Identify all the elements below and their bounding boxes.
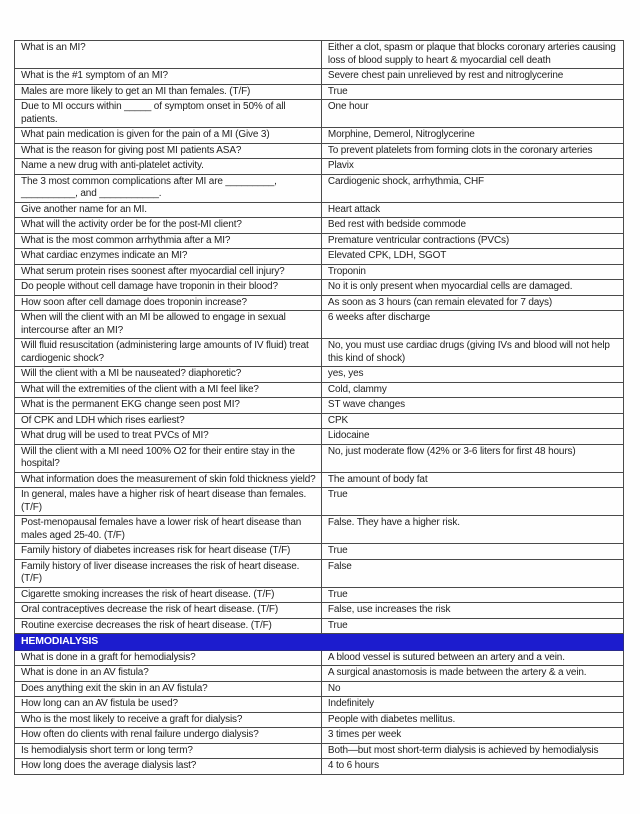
question-cell: Oral contraceptives decrease the risk of heart disease. (T/F) — [15, 603, 322, 619]
answer-cell: Morphine, Demerol, Nitroglycerine — [321, 128, 623, 144]
answer-cell: Bed rest with bedside commode — [321, 218, 623, 234]
question-cell: Post-menopausal females have a lower risk of heart disease than males aged 25-40. (T/F) — [15, 516, 322, 544]
question-cell: What is done in a graft for hemodialysis? — [15, 650, 322, 666]
answer-cell: Heart attack — [321, 202, 623, 218]
question-cell: What is the #1 symptom of an MI? — [15, 69, 322, 85]
question-cell: What serum protein rises soonest after myocardial cell injury? — [15, 264, 322, 280]
question-cell: Family history of liver disease increases the risk of heart disease. (T/F) — [15, 559, 322, 587]
answer-cell: True — [321, 488, 623, 516]
table-row — [15, 367, 624, 383]
question-cell: Of CPK and LDH which rises earliest? — [15, 413, 322, 429]
answer-cell: Premature ventricular contractions (PVCs) — [321, 233, 623, 249]
answer-cell: Both—but most short-term dialysis is achieved by hemodialysis — [321, 743, 623, 759]
table-row — [15, 128, 624, 144]
table-row — [15, 233, 624, 249]
table-row — [15, 202, 624, 218]
answer-cell: Plavix — [321, 159, 623, 175]
question-cell: What will the activity order be for the post-MI client? — [15, 218, 322, 234]
answer-cell: A blood vessel is sutured between an artery and a vein. — [321, 650, 623, 666]
answer-cell: True — [321, 618, 623, 634]
table-row — [15, 544, 624, 560]
table-row — [15, 339, 624, 367]
question-cell: What drug will be used to treat PVCs of MI? — [15, 429, 322, 445]
answer-cell: False, use increases the risk — [321, 603, 623, 619]
answer-cell: yes, yes — [321, 367, 623, 383]
question-cell: How long can an AV fistula be used? — [15, 697, 322, 713]
question-cell: How long does the average dialysis last? — [15, 759, 322, 775]
answer-cell: People with diabetes mellitus. — [321, 712, 623, 728]
question-cell: The 3 most common complications after MI are _________, __________, and ___________. — [15, 174, 322, 202]
question-cell: What is done in an AV fistula? — [15, 666, 322, 682]
answer-cell: No it is only present when myocardial cells are damaged. — [321, 280, 623, 296]
answer-cell: False — [321, 559, 623, 587]
question-cell: Does anything exit the skin in an AV fistula? — [15, 681, 322, 697]
question-cell: Routine exercise decreases the risk of heart disease. (T/F) — [15, 618, 322, 634]
table-row — [15, 472, 624, 488]
question-cell: What pain medication is given for the pain of a MI (Give 3) — [15, 128, 322, 144]
answer-cell: True — [321, 544, 623, 560]
answer-cell: No, just moderate flow (42% or 3-6 liters for first 48 hours) — [321, 444, 623, 472]
table-row — [15, 159, 624, 175]
table-row — [15, 650, 624, 666]
question-cell: Due to MI occurs within _____ of symptom onset in 50% of all patients. — [15, 100, 322, 128]
question-cell: Will fluid resuscitation (administering large amounts of IV fluid) treat cardiogenic shock? — [15, 339, 322, 367]
question-cell: What is the most common arrhythmia after a MI? — [15, 233, 322, 249]
table-row — [15, 587, 624, 603]
question-cell: What is an MI? — [15, 41, 322, 69]
question-cell: Will the client with a MI need 100% O2 for their entire stay in the hospital? — [15, 444, 322, 472]
answer-cell: 6 weeks after discharge — [321, 311, 623, 339]
question-cell: Cigarette smoking increases the risk of heart disease. (T/F) — [15, 587, 322, 603]
table-row — [15, 697, 624, 713]
table-row — [15, 143, 624, 159]
table-row — [15, 249, 624, 265]
question-cell: How soon after cell damage does troponin increase? — [15, 295, 322, 311]
table-row — [15, 759, 624, 775]
question-cell: Who is the most likely to receive a graft for dialysis? — [15, 712, 322, 728]
question-cell: What cardiac enzymes indicate an MI? — [15, 249, 322, 265]
answer-cell: CPK — [321, 413, 623, 429]
table-row — [15, 41, 624, 69]
answer-cell: Indefinitely — [321, 697, 623, 713]
section-header: HEMODIALYSIS — [15, 634, 624, 651]
answer-cell: Either a clot, spasm or plaque that blocks coronary arteries causing loss of blood supply to heart & myocardial cell death — [321, 41, 623, 69]
table-row — [15, 295, 624, 311]
question-cell: Family history of diabetes increases risk for heart disease (T/F) — [15, 544, 322, 560]
table-row — [15, 174, 624, 202]
table-row — [15, 666, 624, 682]
table-row — [15, 743, 624, 759]
section-row — [15, 634, 624, 651]
answer-cell: Cold, clammy — [321, 382, 623, 398]
question-cell: Will the client with a MI be nauseated? diaphoretic? — [15, 367, 322, 383]
table-row — [15, 681, 624, 697]
table-row — [15, 398, 624, 414]
answer-cell: True — [321, 587, 623, 603]
table-row — [15, 413, 624, 429]
answer-cell: Severe chest pain unrelieved by rest and nitroglycerine — [321, 69, 623, 85]
qa-table-body — [15, 41, 624, 775]
answer-cell: True — [321, 84, 623, 100]
question-cell: Is hemodialysis short term or long term? — [15, 743, 322, 759]
table-row — [15, 311, 624, 339]
answer-cell: 3 times per week — [321, 728, 623, 744]
table-row — [15, 559, 624, 587]
answer-cell: A surgical anastomosis is made between the artery & a vein. — [321, 666, 623, 682]
table-row — [15, 69, 624, 85]
answer-cell: False. They have a higher risk. — [321, 516, 623, 544]
answer-cell: Cardiogenic shock, arrhythmia, CHF — [321, 174, 623, 202]
question-cell: When will the client with an MI be allowed to engage in sexual intercourse after an MI? — [15, 311, 322, 339]
answer-cell: 4 to 6 hours — [321, 759, 623, 775]
table-row — [15, 429, 624, 445]
table-row — [15, 618, 624, 634]
question-cell: What is the permanent EKG change seen post MI? — [15, 398, 322, 414]
answer-cell: One hour — [321, 100, 623, 128]
question-cell: Name a new drug with anti-platelet activity. — [15, 159, 322, 175]
answer-cell: Lidocaine — [321, 429, 623, 445]
answer-cell: As soon as 3 hours (can remain elevated for 7 days) — [321, 295, 623, 311]
table-row — [15, 603, 624, 619]
question-cell: In general, males have a higher risk of heart disease than females. (T/F) — [15, 488, 322, 516]
table-row — [15, 84, 624, 100]
question-cell: What information does the measurement of skin fold thickness yield? — [15, 472, 322, 488]
question-cell: What is the reason for giving post MI patients ASA? — [15, 143, 322, 159]
table-row — [15, 100, 624, 128]
question-cell: What will the extremities of the client with a MI feel like? — [15, 382, 322, 398]
question-cell: Give another name for an MI. — [15, 202, 322, 218]
table-row — [15, 488, 624, 516]
qa-table — [14, 40, 624, 775]
question-cell: How often do clients with renal failure undergo dialysis? — [15, 728, 322, 744]
table-row — [15, 444, 624, 472]
table-row — [15, 280, 624, 296]
table-row — [15, 218, 624, 234]
answer-cell: The amount of body fat — [321, 472, 623, 488]
answer-cell: Elevated CPK, LDH, SGOT — [321, 249, 623, 265]
question-cell: Do people without cell damage have troponin in their blood? — [15, 280, 322, 296]
answer-cell: Troponin — [321, 264, 623, 280]
table-row — [15, 382, 624, 398]
answer-cell: No — [321, 681, 623, 697]
answer-cell: ST wave changes — [321, 398, 623, 414]
answer-cell: No, you must use cardiac drugs (giving IVs and blood will not help this kind of shock) — [321, 339, 623, 367]
answer-cell: To prevent platelets from forming clots in the coronary arteries — [321, 143, 623, 159]
table-row — [15, 516, 624, 544]
table-row — [15, 728, 624, 744]
table-row — [15, 712, 624, 728]
question-cell: Males are more likely to get an MI than females. (T/F) — [15, 84, 322, 100]
table-row — [15, 264, 624, 280]
